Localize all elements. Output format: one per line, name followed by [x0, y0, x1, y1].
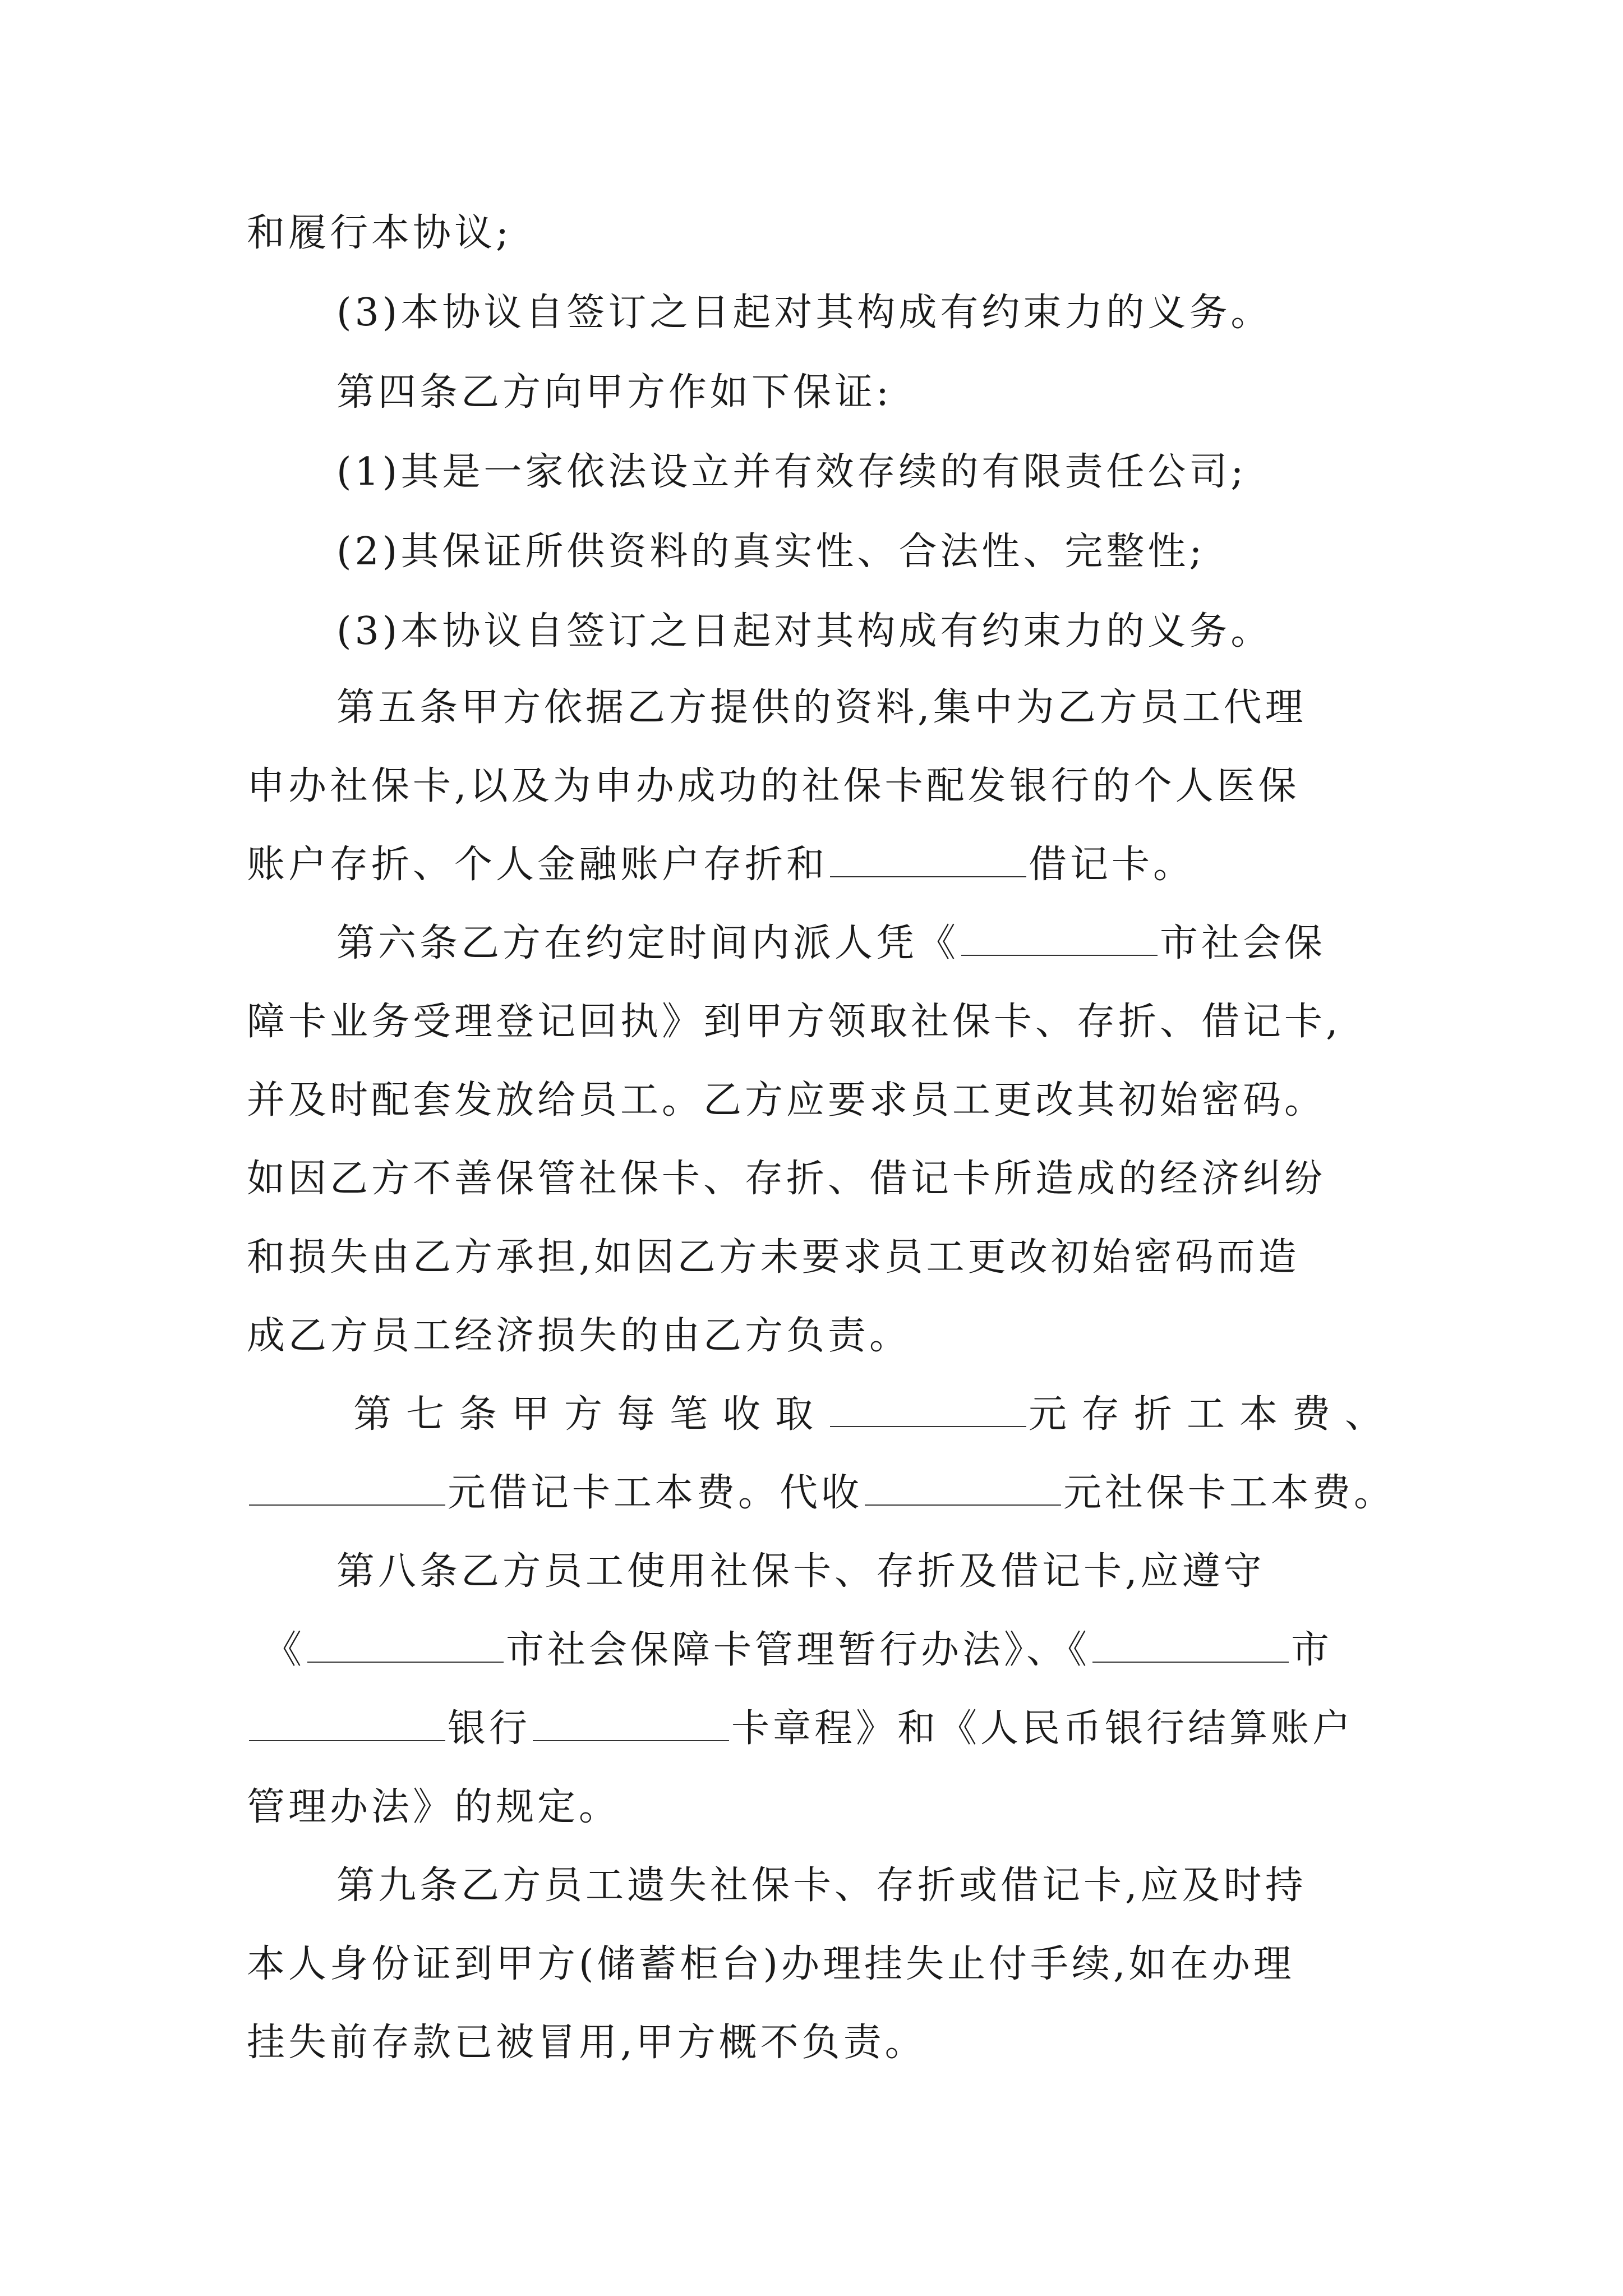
- text-line: 申办社保卡,以及为申办成功的社保卡配发银行的个人医保: [247, 764, 1300, 808]
- fill-in-blank: [1092, 1628, 1289, 1663]
- fill-in-blank: [249, 1706, 445, 1741]
- article-7-paragraph: 第七条甲方每笔收取 元存折工本费、: [353, 1392, 1398, 1437]
- text-line: 元借记卡工本费。代收 元社保卡工本费。: [247, 1465, 1380, 1521]
- text-line: 成乙方员工经济损失的由乙方负责。: [247, 1314, 911, 1358]
- text-line: 障卡业务受理登记回执》到甲方领取社保卡、存折、借记卡,: [247, 1000, 1341, 1044]
- text-line: 银行 卡章程》和《人民币银行结算账户: [247, 1701, 1380, 1757]
- fill-in-blank: [830, 843, 1026, 877]
- text-line: 账户存折、个人金融账户存折和 借记卡。: [247, 843, 1195, 887]
- article-8-paragraph: 第八条乙方员工使用社保卡、存折及借记卡,应遵守: [336, 1549, 1265, 1594]
- fill-in-blank: [865, 1471, 1061, 1506]
- text-line: 如因乙方不善保管社保卡、存折、借记卡所造成的经济纠纷: [247, 1157, 1326, 1201]
- text-line: 管理办法》的规定。: [247, 1785, 621, 1829]
- text-line: (3)本协议自签订之日起对其构成有约束力的义务。: [336, 291, 1272, 335]
- text-line: (1)其是一家依法设立并有效存续的有限责任公司;: [336, 450, 1247, 494]
- text-line: 并及时配套发放给员工。乙方应要求员工更改其初始密码。: [247, 1078, 1326, 1122]
- fill-in-blank: [961, 921, 1158, 956]
- article-6-paragraph: 第六条乙方在约定时间内派人凭《 市社会保: [336, 921, 1326, 965]
- fill-in-blank: [830, 1392, 1026, 1427]
- text-line: 挂失前存款已被冒用,甲方概不负责。: [247, 2021, 926, 2065]
- text-line: (2)其保证所供资料的真实性、合法性、完整性;: [336, 530, 1206, 574]
- article-5-paragraph: 第五条甲方依据乙方提供的资料,集中为乙方员工代理: [336, 685, 1307, 730]
- text-line: 和履行本协议;: [247, 211, 512, 255]
- fill-in-blank: [307, 1628, 504, 1663]
- text-line: 本人身份证到甲方(储蓄柜台)办理挂失止付手续,如在办理: [247, 1942, 1295, 1986]
- fill-in-blank: [533, 1706, 729, 1741]
- fill-in-blank: [249, 1471, 445, 1506]
- article-9-paragraph: 第九条乙方员工遗失社保卡、存折或借记卡,应及时持: [336, 1864, 1307, 1908]
- article-4-heading: 第四条乙方向甲方作如下保证:: [336, 370, 892, 415]
- text-line: 《 市社会保障卡管理暂行办法》、《 市: [264, 1628, 1333, 1672]
- text-line: 和损失由乙方承担,如因乙方未要求员工更改初始密码而造: [247, 1235, 1300, 1280]
- text-line: (3)本协议自签订之日起对其构成有约束力的义务。: [336, 609, 1272, 654]
